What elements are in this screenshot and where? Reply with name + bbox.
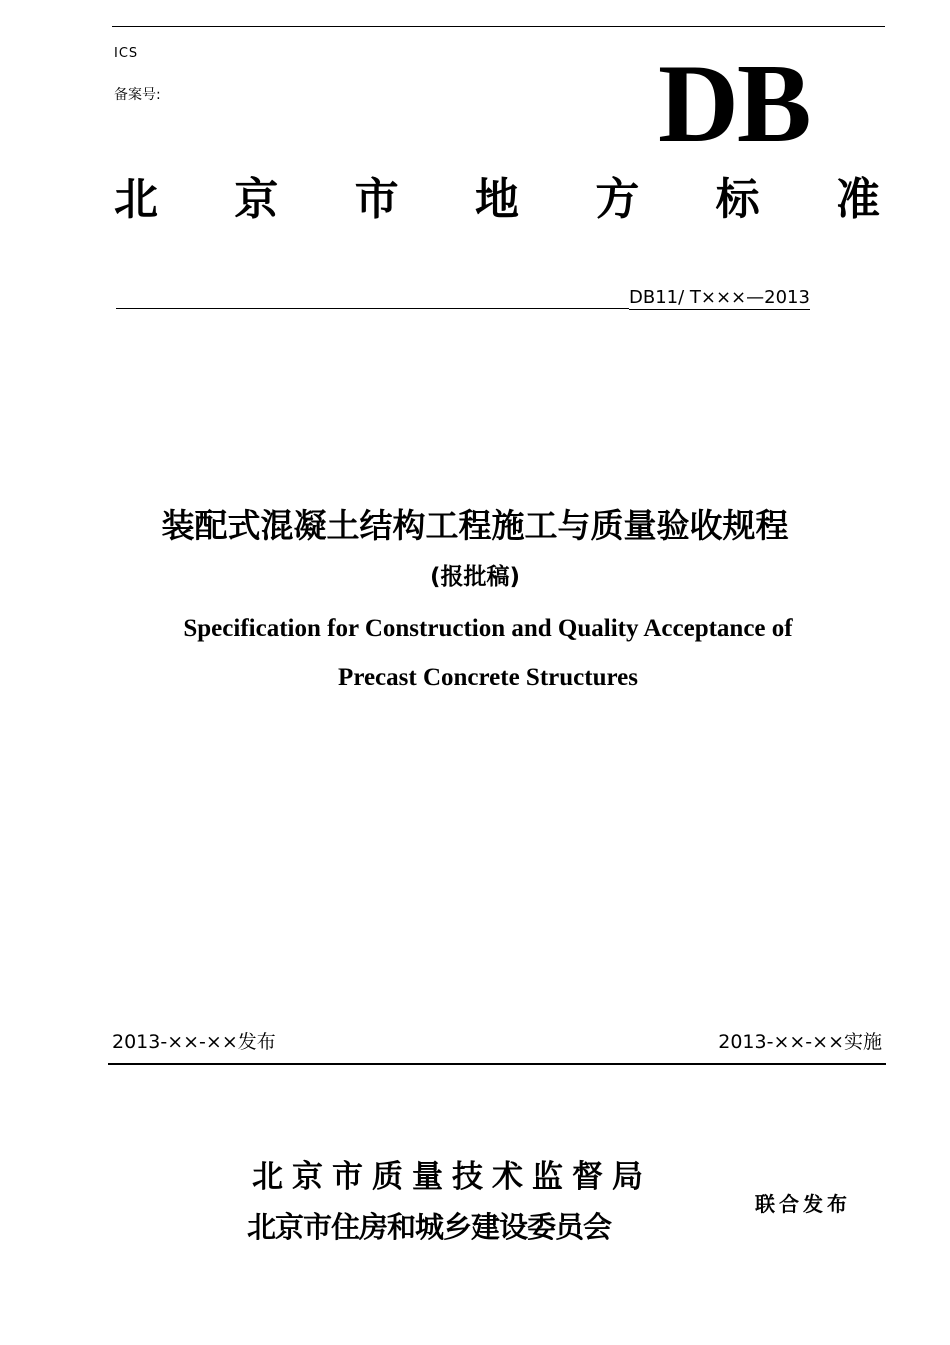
- standard-type-char: 方: [595, 174, 640, 225]
- standard-type-char: 准: [835, 174, 880, 225]
- standard-type-char: 市: [354, 174, 399, 225]
- standard-type-char: 北: [114, 174, 158, 225]
- publisher-org-1: 北京市质量技术监督局: [252, 1159, 652, 1195]
- draft-status: (报批稿): [429, 564, 521, 590]
- standard-type-char: 京: [234, 174, 279, 225]
- standard-type-title: [114, 170, 880, 230]
- implementation-date: 2013-××-××实施: [718, 1031, 882, 1053]
- joint-publish-label: 联合发布: [755, 1192, 851, 1216]
- standard-number: DB11/ T×××—2013: [629, 287, 810, 308]
- date-rule: [108, 1063, 886, 1065]
- standard-number-rule: [116, 308, 629, 309]
- title-chinese: 装配式混凝土结构工程施工与质量验收规程: [161, 506, 789, 545]
- standard-type-char: 标: [715, 174, 760, 225]
- publisher-org-2: 北京市住房和城乡建设委员会: [247, 1210, 612, 1244]
- title-english-line2: Precast Concrete Structures: [338, 664, 638, 691]
- standard-type-char: 地: [474, 174, 519, 225]
- title-english-line1: Specification for Construction and Quality Acceptance of: [183, 615, 793, 642]
- db-logo: DB: [658, 42, 810, 166]
- issue-date: 2013-××-××发布: [112, 1031, 276, 1053]
- record-number-label: 备案号:: [114, 87, 161, 103]
- ics-label: ICS: [114, 46, 139, 61]
- top-rule: [112, 26, 885, 27]
